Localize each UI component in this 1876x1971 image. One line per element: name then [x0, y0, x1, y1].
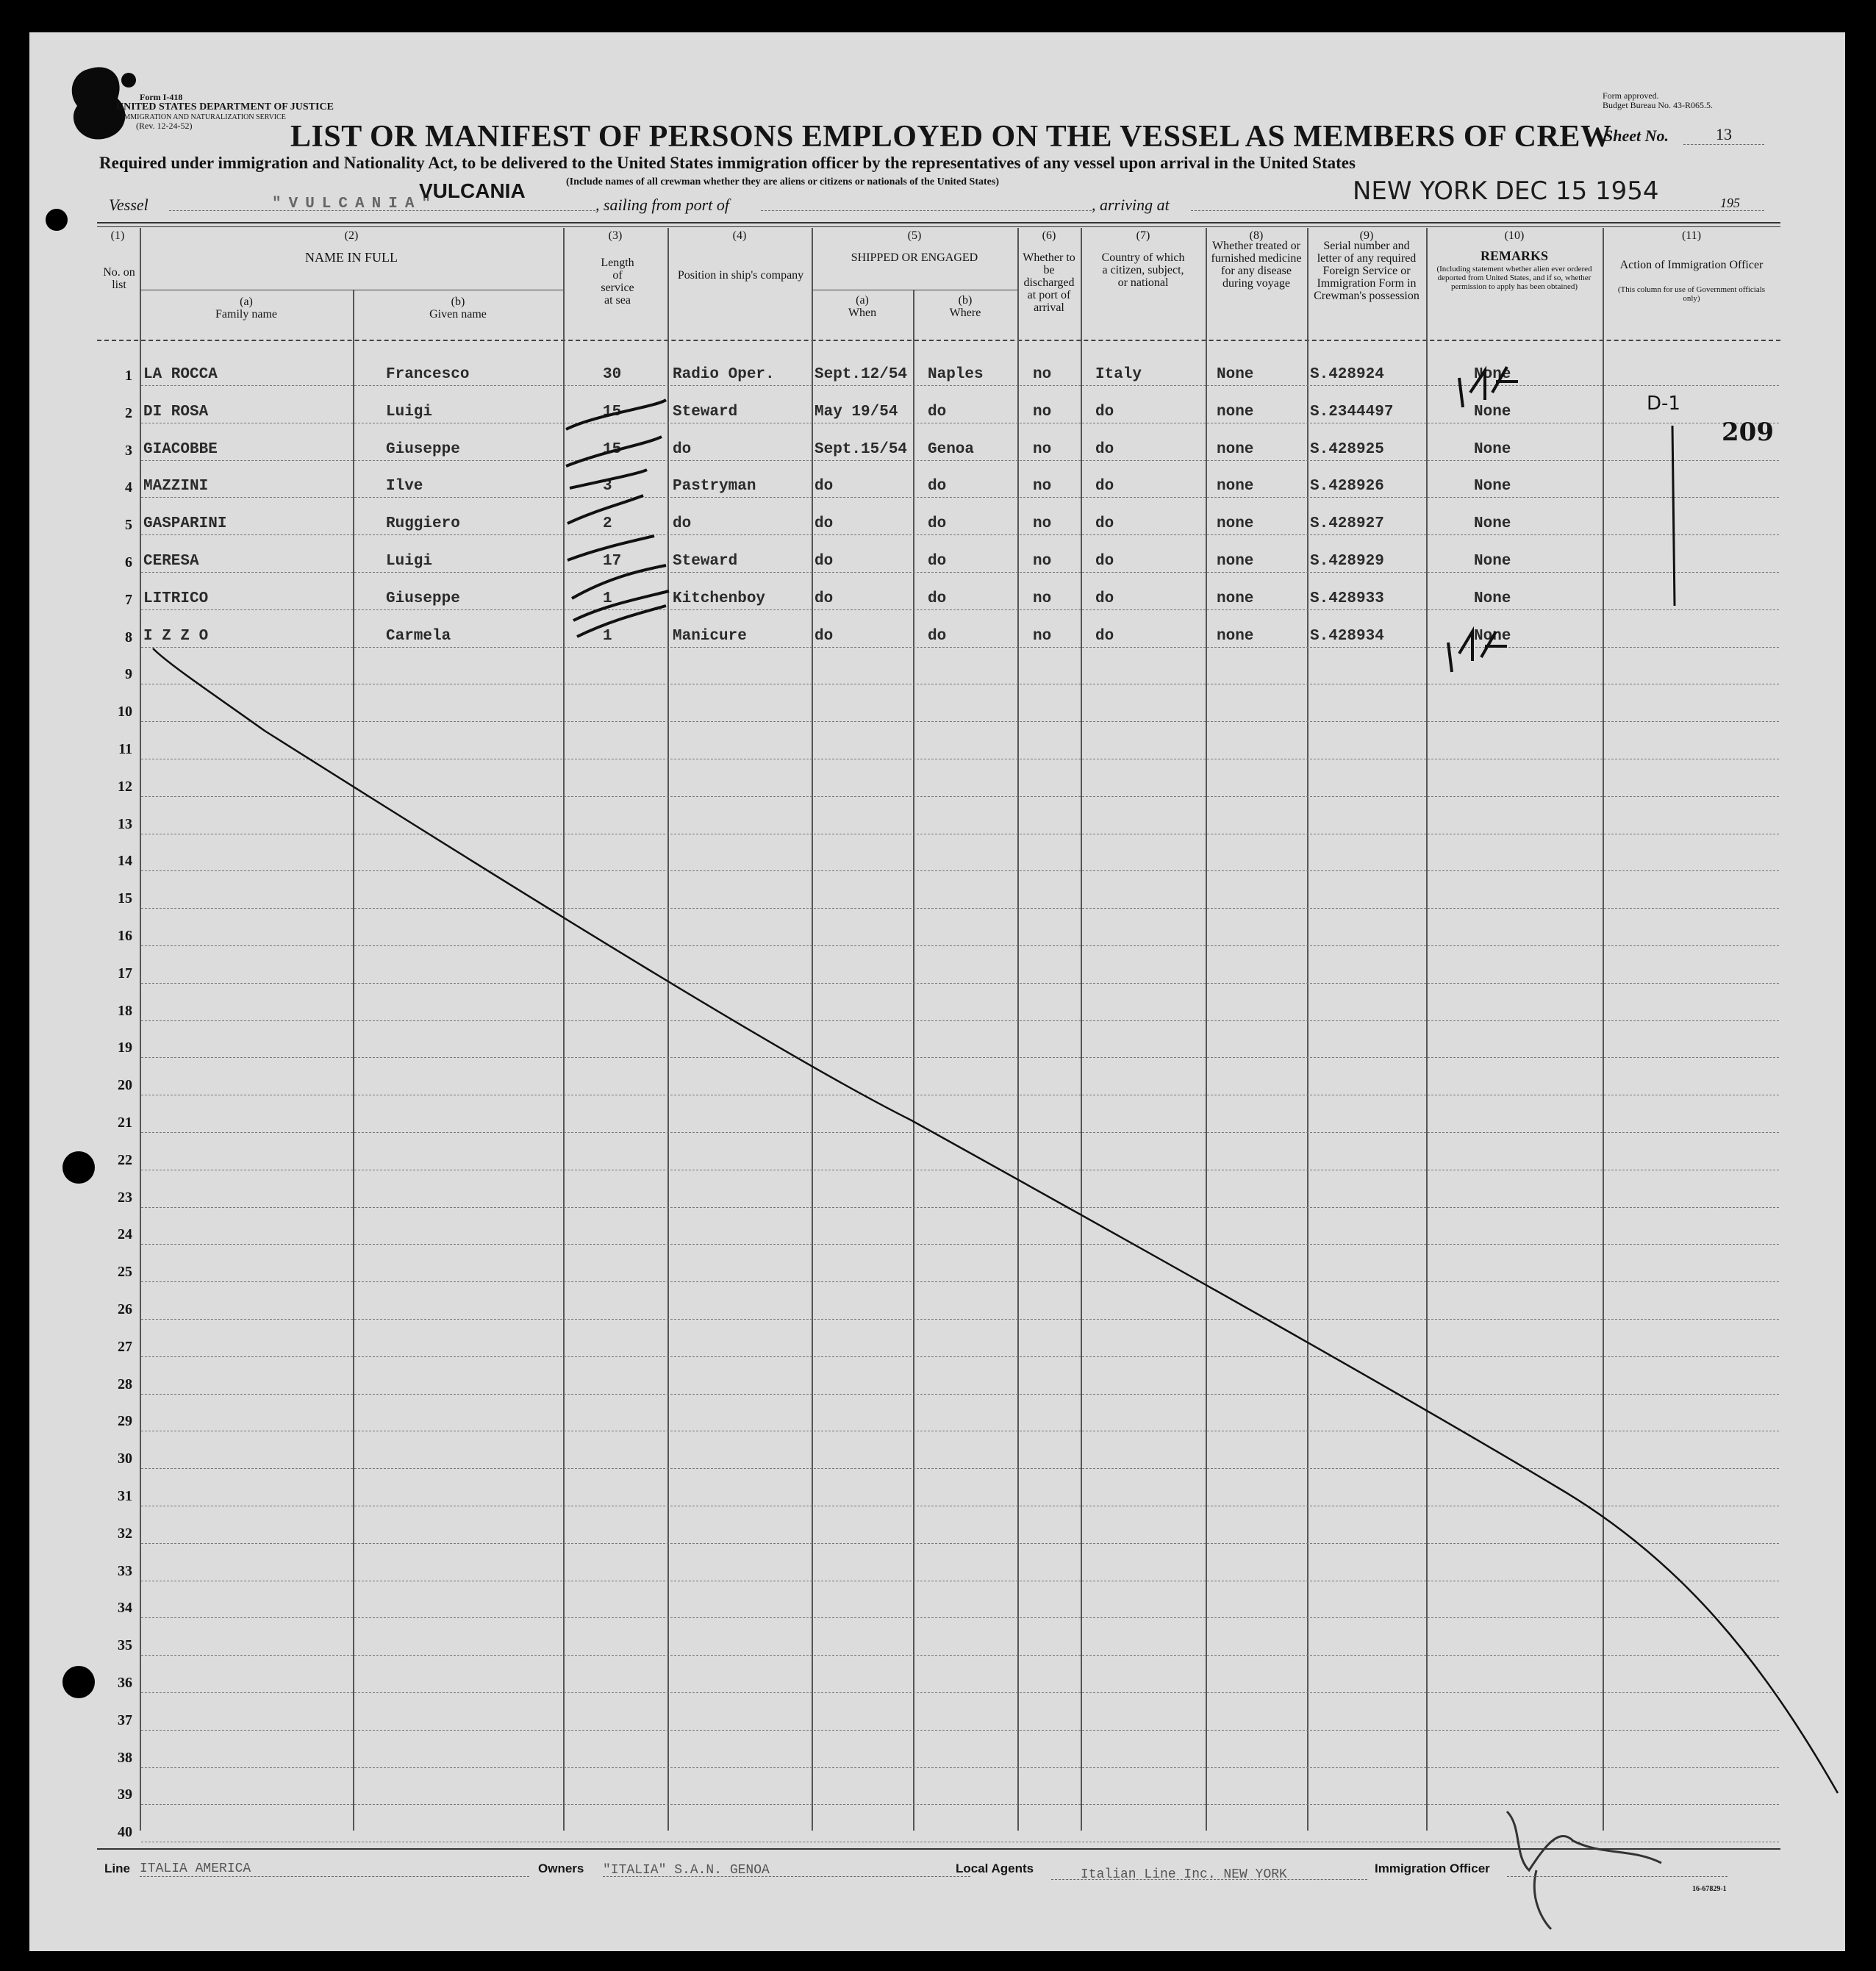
- col5b-label: Where: [949, 307, 981, 319]
- punch-hole: [62, 1151, 95, 1184]
- sheet-number: 13: [1683, 125, 1764, 145]
- row-number: 2: [125, 404, 132, 421]
- col10-label: REMARKS: [1480, 248, 1548, 263]
- col1-label: No. on list: [103, 266, 135, 291]
- crew-medicine: none: [1217, 440, 1254, 458]
- row-number: 22: [118, 1151, 132, 1168]
- page-title: LIST OR MANIFEST OF PERSONS EMPLOYED ON THE VESSEL AS MEMBERS OF CREW: [290, 120, 1612, 154]
- budget-bureau: Budget Bureau No. 43-R065.5.: [1603, 100, 1713, 110]
- crew-remarks: None: [1474, 366, 1511, 383]
- crew-family: LITRICO: [143, 590, 209, 607]
- crew-where: do: [928, 515, 947, 533]
- row-number: 39: [118, 1786, 132, 1803]
- row-number: 12: [118, 778, 132, 795]
- row-number: 19: [118, 1040, 132, 1056]
- year-suffix: 195: [1720, 196, 1740, 210]
- row-number: 8: [125, 629, 132, 645]
- row-number: 16: [118, 928, 132, 944]
- col6-num: (6): [1042, 229, 1056, 242]
- col11-note: (This column for use of Government officials only): [1617, 285, 1766, 303]
- crew-when: Sept.15/54: [815, 440, 908, 458]
- crew-remarks: None: [1474, 553, 1511, 570]
- crew-length: 30: [603, 366, 622, 383]
- col10-note: (Including statement whether alien ever ordered deported from United States, and if so, whether permission to apply has been obtained): [1436, 265, 1592, 291]
- crew-family: GASPARINI: [143, 515, 227, 533]
- crew-medicine: none: [1217, 553, 1254, 570]
- col10-num: (10): [1504, 229, 1525, 242]
- crew-when: May 19/54: [815, 403, 898, 421]
- crew-discharged: no: [1033, 440, 1052, 458]
- crew-serial: S.428934: [1310, 627, 1384, 645]
- form-revision: (Rev. 12-24-52): [136, 121, 193, 131]
- row-number: 14: [118, 853, 132, 870]
- crew-medicine: none: [1217, 627, 1254, 645]
- crew-given: Luigi: [386, 553, 433, 570]
- crew-medicine: none: [1217, 515, 1254, 533]
- agents-value: Italian Line Inc. NEW YORK: [1081, 1867, 1287, 1882]
- row-number: 4: [125, 479, 132, 496]
- crew-discharged: no: [1033, 403, 1052, 421]
- crew-country: do: [1095, 627, 1114, 645]
- row-number: 30: [118, 1450, 132, 1467]
- row-number: 15: [118, 890, 132, 907]
- col2b-num: (b): [451, 296, 465, 308]
- row-number: 37: [118, 1711, 132, 1728]
- crew-length: 2: [603, 515, 612, 533]
- crew-position: Radio Oper.: [673, 366, 775, 383]
- crew-when: Sept.12/54: [815, 366, 908, 383]
- col2a-label: Family name: [215, 308, 277, 321]
- row-number: 32: [118, 1525, 132, 1542]
- col2-label: NAME IN FULL: [305, 250, 398, 265]
- line-label: Line: [104, 1861, 130, 1875]
- row-number: 27: [118, 1338, 132, 1355]
- arrival-stamp: NEW YORK DEC 15 1954: [1353, 176, 1659, 206]
- crew-given: Ruggiero: [386, 515, 460, 533]
- crew-serial: S.428927: [1310, 515, 1384, 533]
- side-number: 209: [1722, 418, 1774, 447]
- col5a-label: When: [848, 307, 877, 319]
- crew-position: do: [673, 515, 692, 533]
- crew-family: DI ROSA: [143, 403, 209, 421]
- col11-label: Action of Immigration Officer: [1619, 259, 1764, 271]
- row-number: 7: [125, 591, 132, 608]
- manifest-sheet: [29, 32, 1845, 1951]
- crew-country: Italy: [1095, 366, 1142, 383]
- col2-num: (2): [344, 229, 359, 242]
- crew-length: 3: [603, 478, 612, 496]
- row-number: 28: [118, 1376, 132, 1392]
- form-code: 16-67829-1: [1692, 1885, 1727, 1893]
- crew-serial: S.2344497: [1310, 403, 1394, 421]
- crew-discharged: no: [1033, 515, 1052, 533]
- crew-remarks: None: [1474, 590, 1511, 607]
- crew-serial: S.428924: [1310, 366, 1384, 383]
- instruction-note: (Include names of all crewman whether they are aliens or citizens or nationals of the United States): [566, 176, 999, 187]
- row-number: 1: [125, 368, 132, 384]
- crew-position: do: [673, 440, 692, 458]
- crew-country: do: [1095, 515, 1114, 533]
- col5a-num: (a): [856, 294, 869, 307]
- crew-country: do: [1095, 403, 1114, 421]
- crew-position: Steward: [673, 553, 738, 570]
- crew-family: MAZZINI: [143, 478, 209, 496]
- agency-service: IMMIGRATION AND NATURALIZATION SERVICE: [121, 113, 286, 121]
- crew-medicine: None: [1217, 366, 1254, 383]
- crew-discharged: no: [1033, 553, 1052, 570]
- crew-discharged: no: [1033, 478, 1052, 496]
- crew-medicine: none: [1217, 590, 1254, 607]
- crew-remarks: None: [1474, 403, 1511, 421]
- col5-num: (5): [907, 229, 922, 242]
- row-number: 31: [118, 1488, 132, 1504]
- row-number: 17: [118, 965, 132, 981]
- crew-serial: S.428926: [1310, 478, 1384, 496]
- row-number: 20: [118, 1077, 132, 1094]
- col4-label: Position in ship's company: [677, 269, 804, 282]
- row-number: 36: [118, 1675, 132, 1691]
- crew-where: Genoa: [928, 440, 975, 458]
- row-number: 38: [118, 1749, 132, 1766]
- crew-serial: S.428925: [1310, 440, 1384, 458]
- crew-where: do: [928, 627, 947, 645]
- agency-name: UNITED STATES DEPARTMENT OF JUSTICE: [116, 101, 334, 112]
- sheet-label: Sheet No.: [1604, 126, 1669, 145]
- col11-num: (11): [1681, 229, 1702, 242]
- col2b-label: Given name: [429, 308, 487, 321]
- col2a-num: (a): [240, 296, 253, 308]
- row-number: 33: [118, 1562, 132, 1579]
- crew-position: Pastryman: [673, 478, 756, 496]
- crew-discharged: no: [1033, 366, 1052, 383]
- row-number: 26: [118, 1301, 132, 1317]
- crew-where: Naples: [928, 366, 984, 383]
- crew-country: do: [1095, 553, 1114, 570]
- form-number: Form I-418: [140, 92, 183, 102]
- col1-num: (1): [110, 229, 125, 242]
- owners-label: Owners: [538, 1861, 584, 1875]
- vessel-stamp: VULCANIA: [419, 179, 526, 202]
- row-number: 40: [118, 1824, 132, 1841]
- approval-line: Form approved.: [1603, 90, 1659, 101]
- row-number: 24: [118, 1226, 132, 1243]
- crew-given: Francesco: [386, 366, 470, 383]
- vessel-label: Vessel: [109, 196, 148, 214]
- subtitle: Required under immigration and Nationality Act, to be delivered to the United States immigration officer by the representatives of any vessel upon arrival in the United States: [99, 154, 1356, 172]
- crew-serial: S.428929: [1310, 553, 1384, 570]
- arriving-label: , arriving at: [1092, 196, 1170, 214]
- row-number: 13: [118, 815, 132, 832]
- crew-given: Ilve: [386, 478, 423, 496]
- crew-where: do: [928, 478, 947, 496]
- row-number: 23: [118, 1189, 132, 1206]
- crew-remarks: None: [1474, 515, 1511, 533]
- crew-discharged: no: [1033, 627, 1052, 645]
- crew-family: GIACOBBE: [143, 440, 218, 458]
- crew-length: 1: [603, 590, 612, 607]
- officer-label: Immigration Officer: [1375, 1861, 1490, 1875]
- crew-family: I Z Z O: [143, 627, 209, 645]
- crew-length: 1: [603, 627, 612, 645]
- col8-label: Whether treated or furnished medicine for any disease during voyage: [1211, 240, 1302, 290]
- crew-where: do: [928, 403, 947, 421]
- crew-position: Steward: [673, 403, 738, 421]
- row-number: 18: [118, 1002, 132, 1019]
- col9-label: Serial number and letter of any required Foreign Service or Immigration Form in Crewman's possession: [1314, 240, 1419, 302]
- vessel-typed: "VULCANIA": [272, 196, 439, 212]
- col8-num: (8): [1249, 229, 1264, 242]
- crew-discharged: no: [1033, 590, 1052, 607]
- row-number: 29: [118, 1413, 132, 1430]
- crew-given: Giuseppe: [386, 440, 460, 458]
- crew-position: Kitchenboy: [673, 590, 766, 607]
- crew-when: do: [815, 590, 834, 607]
- crew-country: do: [1095, 590, 1114, 607]
- crew-when: do: [815, 478, 834, 496]
- col5b-num: (b): [958, 294, 973, 307]
- col5-label: SHIPPED OR ENGAGED: [851, 251, 978, 264]
- row-number: 11: [118, 741, 132, 757]
- officer-mark: D-1: [1647, 393, 1680, 415]
- crew-remarks: None: [1474, 440, 1511, 458]
- punch-hole: [62, 1666, 95, 1698]
- row-number: 3: [125, 442, 132, 459]
- col3-num: (3): [608, 229, 623, 242]
- crew-length: 15: [603, 440, 622, 458]
- crew-given: Luigi: [386, 403, 433, 421]
- owners-value: "ITALIA" S.A.N. GENOA: [603, 1863, 770, 1878]
- crew-country: do: [1095, 478, 1114, 496]
- crew-given: Carmela: [386, 627, 451, 645]
- line-value: ITALIA AMERICA: [140, 1861, 251, 1876]
- row-number: 9: [125, 666, 132, 683]
- col7-num: (7): [1136, 229, 1150, 242]
- crew-where: do: [928, 553, 947, 570]
- crew-length: 17: [603, 553, 622, 570]
- col7-label: Country of which a citizen, subject, or national: [1101, 251, 1185, 289]
- col9-num: (9): [1359, 229, 1374, 242]
- crew-family: CERESA: [143, 553, 199, 570]
- crew-when: do: [815, 553, 834, 570]
- crew-serial: S.428933: [1310, 590, 1384, 607]
- row-number: 10: [118, 704, 132, 720]
- handwritten-marks: [29, 32, 1845, 1951]
- col4-num: (4): [732, 229, 747, 242]
- row-number: 6: [125, 554, 132, 570]
- crew-medicine: none: [1217, 478, 1254, 496]
- crew-length: 15: [603, 403, 622, 421]
- col6-label: Whether to be discharged at port of arrival: [1023, 251, 1075, 314]
- crew-country: do: [1095, 440, 1114, 458]
- crew-given: Giuseppe: [386, 590, 460, 607]
- crew-remarks: None: [1474, 627, 1511, 645]
- sailing-label: , sailing from port of: [595, 196, 729, 214]
- crew-family: LA ROCCA: [143, 366, 218, 383]
- crew-where: do: [928, 590, 947, 607]
- row-number: 25: [118, 1264, 132, 1281]
- crew-remarks: None: [1474, 478, 1511, 496]
- row-number: 35: [118, 1637, 132, 1654]
- crew-medicine: none: [1217, 403, 1254, 421]
- crew-when: do: [815, 515, 834, 533]
- row-number: 34: [118, 1600, 132, 1617]
- agents-label: Local Agents: [956, 1861, 1034, 1875]
- col3-label: Length of service at sea: [601, 257, 634, 307]
- crew-position: Manicure: [673, 627, 747, 645]
- row-number: 21: [118, 1115, 132, 1131]
- row-number: 5: [125, 517, 132, 534]
- crew-when: do: [815, 627, 834, 645]
